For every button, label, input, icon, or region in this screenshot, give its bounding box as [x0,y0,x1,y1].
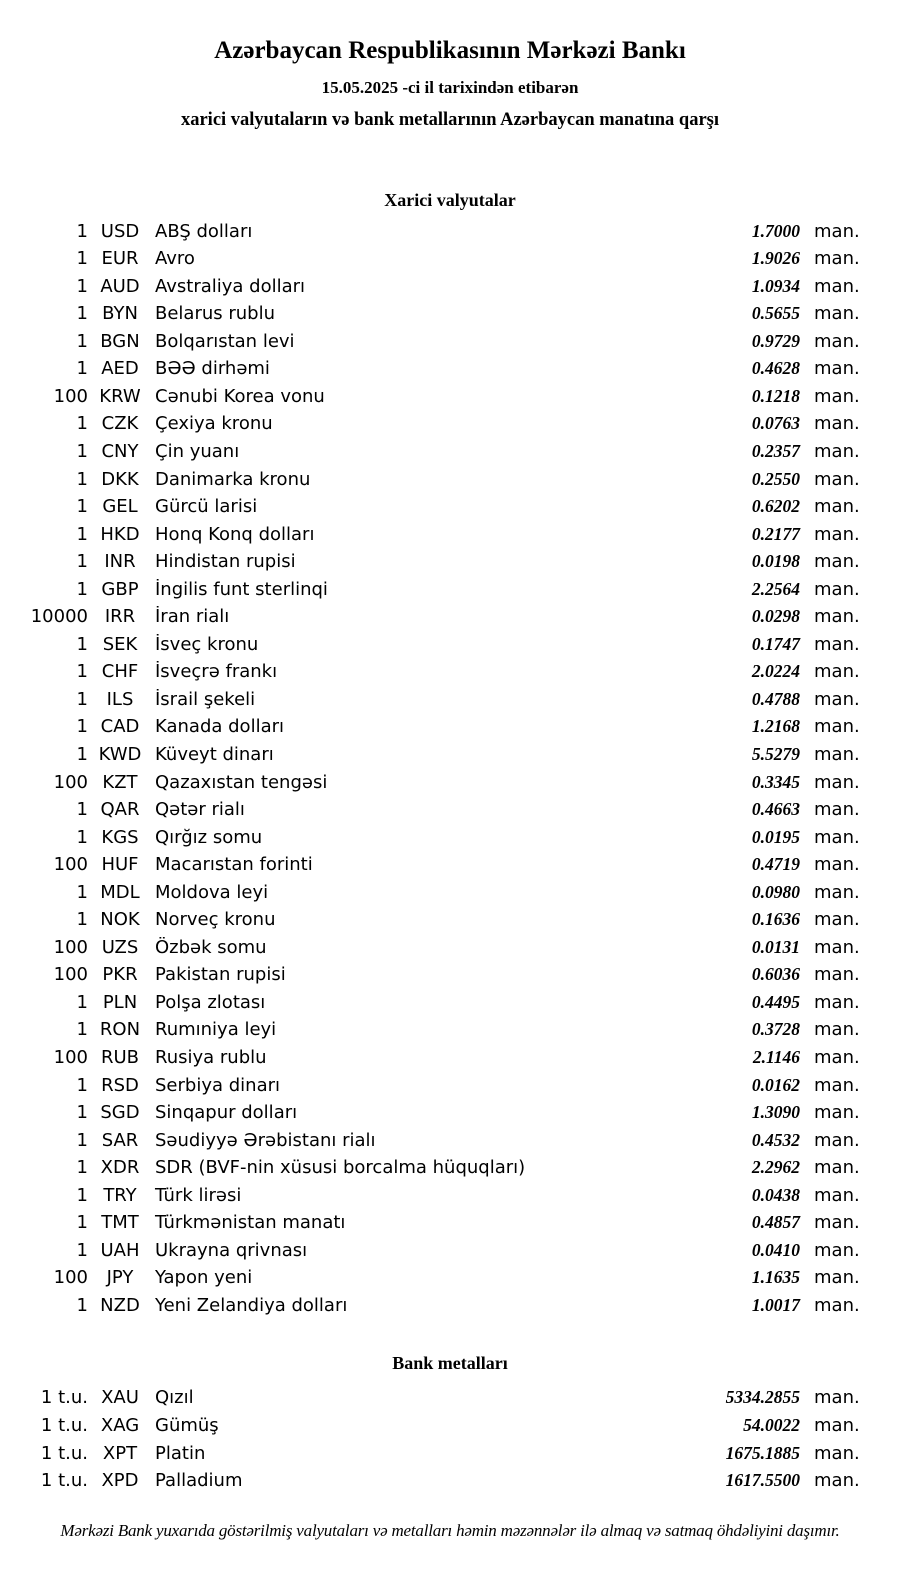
currency-code: RUB [100,1047,140,1068]
currency-rate: 0.0298 [751,606,800,627]
currency-code: AED [101,358,139,380]
currency-quantity: 1 [76,248,88,270]
currency-unit-label: man. [814,991,860,1013]
currencies-table [0,217,900,1319]
exchange-rate-sheet [0,36,900,1596]
currency-code: UAH [100,1239,140,1261]
currency-unit-label: man. [814,1294,860,1316]
currency-code: AUD [100,275,140,297]
metal-row [0,1411,900,1439]
currency-rate: 1.1635 [751,1267,800,1288]
currency-unit-label: man. [814,771,860,793]
metal-name: Palladium [155,1470,243,1492]
currency-quantity: 1 [76,440,88,462]
currency-quantity: 1 [76,578,88,600]
currency-row [0,1099,900,1127]
currency-code: DKK [101,468,139,490]
currency-code: MDL [100,881,140,903]
metal-row [0,1384,900,1412]
currency-name: Hindistan rupisi [155,551,296,573]
currency-name: İsveç kronu [155,633,259,655]
currency-rate: 0.0198 [751,551,800,572]
currency-row [0,1126,900,1154]
currency-name: Avro [155,248,195,270]
currency-row [0,1071,900,1099]
currency-quantity: 1 [76,1019,88,1041]
currency-unit-label: man. [814,523,860,545]
currency-quantity: 1 [76,991,88,1013]
currency-quantity: 1 [76,881,88,903]
metal-rate: 5334.2855 [725,1387,800,1408]
currency-rate: 2.0224 [751,661,800,682]
currency-name: Belarus rublu [155,303,276,325]
currency-rate: 0.0980 [751,881,800,902]
metal-name: Qızıl [155,1387,194,1409]
currency-code: USD [100,220,140,242]
disclaimer-note: Mərkəzi Bank yuxarıda göstərilmiş valyutaları və metalları həmin məzənnələr ilə almaq və satmaq öhdəliyini daşımır. [60,1520,840,1540]
currency-rate: 0.2177 [751,523,800,544]
currency-unit-label: man. [814,1239,860,1261]
currency-quantity: 100 [53,936,88,958]
currency-code: NZD [100,1294,140,1316]
currency-quantity: 1 [76,1294,88,1316]
metal-row [0,1439,900,1467]
currency-quantity: 1 [76,688,88,710]
currency-row [0,245,900,273]
currency-name: Özbək somu [155,936,267,958]
currency-row [0,272,900,300]
currency-rate: 0.0131 [751,936,800,957]
currency-name: Səudiyyə Ərəbistanı rialı [155,1129,376,1151]
currency-name: Kanada dolları [155,716,285,738]
currency-quantity: 1 [76,633,88,655]
currency-quantity: 1 [76,716,88,738]
currency-rate: 1.0934 [751,275,800,296]
currency-quantity: 1 [76,358,88,380]
currency-rate: 1.2168 [751,716,800,737]
currency-name: İsveçrə frankı [155,661,278,683]
currency-unit-label: man. [814,220,860,242]
currency-code: PKR [102,964,138,986]
currency-unit-label: man. [814,854,860,876]
currency-quantity: 1 [76,1157,88,1179]
currency-code: GEL [102,496,138,518]
metal-name: Platin [155,1442,206,1464]
currency-row [0,906,900,934]
currency-name: Serbiya dinarı [155,1074,280,1096]
currency-unit-label: man. [814,1102,860,1124]
currency-code: SEK [102,633,138,655]
currency-quantity: 1 [76,523,88,545]
currency-quantity: 1 [76,799,88,821]
currency-name: Rumıniya leyi [155,1019,277,1041]
currency-quantity: 1 [76,551,88,573]
currency-rate: 0.1747 [751,633,800,654]
currency-rate: 0.9729 [751,330,800,351]
currency-row [0,1292,900,1320]
currency-code: KGS [101,826,139,848]
currency-unit-label: man. [814,1019,860,1041]
currency-unit-label: man. [814,413,860,435]
currency-row [0,548,900,576]
currency-row [0,1181,900,1209]
currency-name: İngilis funt sterlinqi [155,578,328,600]
currency-rate: 0.0438 [751,1184,800,1205]
currency-rate: 0.2357 [751,440,800,461]
currency-row [0,631,900,659]
currency-name: Gürcü larisi [155,496,258,518]
metal-unit-label: man. [814,1387,860,1409]
currency-rate: 0.5655 [751,303,800,324]
currency-unit-label: man. [814,661,860,683]
currency-rate: 0.4857 [751,1212,800,1233]
currency-row [0,934,900,962]
currency-quantity: 100 [53,964,88,986]
currency-quantity: 100 [53,385,88,407]
currency-row [0,796,900,824]
currency-code: IRR [104,606,136,628]
currency-code: GBP [101,578,139,600]
page-title: Azərbaycan Respublikasının Mərkəzi Bankı [214,37,686,64]
currency-rate: 0.4663 [751,799,800,820]
currency-name: Macarıstan forinti [155,854,313,876]
currency-row [0,961,900,989]
currency-name: İsrail şekeli [155,688,256,710]
currency-rate: 1.9026 [751,248,800,269]
currency-code: KRW [99,385,141,407]
currency-quantity: 1 [76,1212,88,1234]
metal-unit-label: man. [814,1442,860,1464]
currency-unit-label: man. [814,578,860,600]
metal-rate: 1617.5500 [725,1470,800,1491]
currency-unit-label: man. [814,385,860,407]
currency-rate: 0.4495 [751,991,800,1012]
currency-quantity: 1 [76,330,88,352]
currency-row [0,217,900,245]
currency-row [0,355,900,383]
currencies-section-title: Xarici valyutalar [384,189,516,210]
currency-row [0,658,900,686]
currency-name: ABŞ dolları [155,220,253,242]
currency-code: XDR [100,1157,140,1179]
currency-code: TRY [103,1184,137,1206]
currency-unit-label: man. [814,1267,860,1289]
currency-row [0,410,900,438]
currency-quantity: 1 [76,826,88,848]
currency-quantity: 100 [53,1267,88,1289]
currency-name: Yapon yeni [155,1267,253,1289]
currency-quantity: 1 [76,413,88,435]
currency-row [0,493,900,521]
currency-code: SAR [101,1129,139,1151]
currency-name: Yeni Zelandiya dolları [155,1294,348,1316]
currency-rate: 0.2550 [751,468,800,489]
currency-code: PLN [102,991,138,1013]
currency-unit-label: man. [814,1047,860,1068]
currency-code: TMT [101,1212,139,1234]
currency-unit-label: man. [814,275,860,297]
currency-rate: 0.4628 [751,358,800,379]
currency-name: Türkmənistan manatı [155,1212,346,1234]
currency-row [0,1044,900,1072]
currency-unit-label: man. [814,743,860,765]
currency-code: RON [99,1019,141,1041]
metal-row [0,1467,900,1495]
metal-code: XAU [101,1387,139,1409]
metal-rate: 1675.1885 [725,1442,800,1463]
currency-name: Çexiya kronu [155,413,273,435]
currency-name: Çin yuanı [155,440,240,462]
currency-unit-label: man. [814,881,860,903]
currency-rate: 2.2962 [751,1157,800,1178]
metal-quantity: 1 t.u. [40,1470,88,1492]
currency-quantity: 100 [53,1047,88,1068]
currency-name: Rusiya rublu [155,1047,267,1068]
currency-rate: 0.0162 [751,1074,800,1095]
currency-quantity: 1 [76,1184,88,1206]
currency-code: KWD [98,743,142,765]
currency-name: Sinqapur dolları [155,1102,298,1124]
currency-unit-label: man. [814,826,860,848]
currency-code: CZK [101,413,139,435]
metals-section-title: Bank metalları [392,1353,508,1374]
currency-name: Honq Konq dolları [155,523,315,545]
currency-name: Küveyt dinarı [155,743,274,765]
currency-quantity: 1 [76,1239,88,1261]
currency-row [0,300,900,328]
currency-rate: 0.1636 [751,909,800,930]
metal-quantity: 1 t.u. [40,1387,88,1409]
currency-rate: 0.4788 [751,688,800,709]
currency-quantity: 10000 [30,606,88,628]
currency-row [0,878,900,906]
currency-rate: 0.6036 [751,964,800,985]
currency-row [0,741,900,769]
currency-unit-label: man. [814,496,860,518]
currency-code: CNY [101,440,139,462]
metal-code: XAG [100,1414,140,1436]
currency-rate: 0.0410 [751,1239,800,1260]
currency-name: Türk lirəsi [155,1184,242,1206]
currency-quantity: 1 [76,743,88,765]
currency-row [0,383,900,411]
currency-row [0,768,900,796]
metal-code: XPD [101,1470,139,1492]
currency-quantity: 1 [76,220,88,242]
currency-code: RSD [101,1074,139,1096]
currency-code: KZT [102,771,138,793]
currency-quantity: 1 [76,303,88,325]
currency-code: EUR [101,248,139,270]
currency-unit-label: man. [814,633,860,655]
currency-quantity: 1 [76,275,88,297]
currency-rate: 5.5279 [751,743,800,764]
currency-row [0,438,900,466]
currency-code: HKD [100,523,140,545]
currency-name: Qazaxıstan tengəsi [155,771,328,793]
currency-name: Pakistan rupisi [155,964,286,986]
currency-name: Ukrayna qrivnası [155,1239,308,1261]
currency-quantity: 1 [76,496,88,518]
currency-unit-label: man. [814,688,860,710]
currency-row [0,989,900,1017]
currency-unit-label: man. [814,1212,860,1234]
currency-name: Avstraliya dolları [155,275,306,297]
currency-rate: 0.0763 [751,413,800,434]
currency-unit-label: man. [814,248,860,270]
currency-row [0,1016,900,1044]
currency-rate: 0.4532 [751,1129,800,1150]
currency-code: JPY [106,1267,134,1289]
currency-unit-label: man. [814,799,860,821]
currency-name: Qırğız somu [155,826,263,848]
currency-name: İran rialı [155,606,230,628]
currency-row [0,1237,900,1265]
currency-name: Norveç kronu [155,909,276,931]
page-subtitle: xarici valyutaların və bank metallarının Azərbaycan manatına qarşı [180,109,720,130]
currency-rate: 1.7000 [751,220,800,241]
currency-rate: 0.0195 [751,826,800,847]
currency-rate: 0.3728 [751,1019,800,1040]
currency-unit-label: man. [814,358,860,380]
currency-row [0,328,900,356]
currency-rate: 0.3345 [751,771,800,792]
currency-unit-label: man. [814,606,860,628]
currency-unit-label: man. [814,440,860,462]
currency-quantity: 1 [76,661,88,683]
currency-quantity: 1 [76,1129,88,1151]
currency-row [0,823,900,851]
currency-name: Cənubi Korea vonu [155,385,325,407]
currency-quantity: 1 [76,1102,88,1124]
currency-rate: 0.6202 [751,496,800,517]
currency-unit-label: man. [814,1074,860,1096]
currency-unit-label: man. [814,330,860,352]
currency-unit-label: man. [814,303,860,325]
currency-row [0,851,900,879]
currency-row [0,1209,900,1237]
currency-unit-label: man. [814,936,860,958]
currency-rate: 2.1146 [752,1047,800,1067]
currency-code: NOK [100,909,140,931]
currency-code: BYN [102,303,138,325]
currency-row [0,1154,900,1182]
currency-rate: 0.4719 [751,854,800,875]
currency-code: HUF [101,854,139,876]
currency-name: SDR (BVF-nin xüsusi borcalma hüquqları) [155,1157,526,1179]
currency-code: SGD [100,1102,140,1124]
currency-row [0,1264,900,1292]
currency-unit-label: man. [814,716,860,738]
metal-unit-label: man. [814,1470,860,1492]
currency-code: UZS [101,936,139,958]
currency-unit-label: man. [814,551,860,573]
metal-name: Gümüş [155,1414,219,1436]
currency-rate: 2.2564 [751,578,800,599]
currency-quantity: 1 [76,468,88,490]
currency-code: ILS [106,688,134,710]
metal-quantity: 1 t.u. [40,1414,88,1436]
currency-row [0,465,900,493]
currency-name: Polşa zlotası [155,991,266,1013]
currency-code: QAR [100,799,140,821]
metal-unit-label: man. [814,1414,860,1436]
currency-name: Qətər rialı [155,799,245,821]
currency-rate: 0.1218 [751,385,800,406]
currency-quantity: 1 [76,909,88,931]
currency-name: Danimarka kronu [155,468,311,490]
currency-unit-label: man. [814,909,860,931]
currency-code: INR [104,551,136,573]
currency-row [0,713,900,741]
currency-row [0,520,900,548]
metal-quantity: 1 t.u. [40,1442,88,1464]
currency-unit-label: man. [814,1129,860,1151]
currency-quantity: 100 [53,854,88,876]
metal-code: XPT [102,1442,138,1464]
currency-unit-label: man. [814,964,860,986]
currency-quantity: 1 [76,1074,88,1096]
currency-quantity: 100 [53,771,88,793]
currency-rate: 1.3090 [751,1102,800,1123]
currency-name: BƏƏ dirhəmi [155,358,270,380]
currency-unit-label: man. [814,1184,860,1206]
currency-unit-label: man. [814,468,860,490]
currency-row [0,603,900,631]
metals-table [0,1384,900,1495]
currency-row [0,686,900,714]
currency-name: Moldova leyi [155,881,269,903]
currency-code: CAD [100,716,140,738]
metal-rate: 54.0022 [743,1414,800,1435]
currency-rate: 1.0017 [751,1294,800,1315]
currency-code: CHF [101,661,139,683]
currency-code: BGN [100,330,140,352]
currency-row [0,575,900,603]
currency-name: Bolqarıstan levi [155,330,295,352]
currency-unit-label: man. [814,1157,860,1179]
effective-date: 15.05.2025 -ci il tarixindən etibarən [321,78,579,97]
